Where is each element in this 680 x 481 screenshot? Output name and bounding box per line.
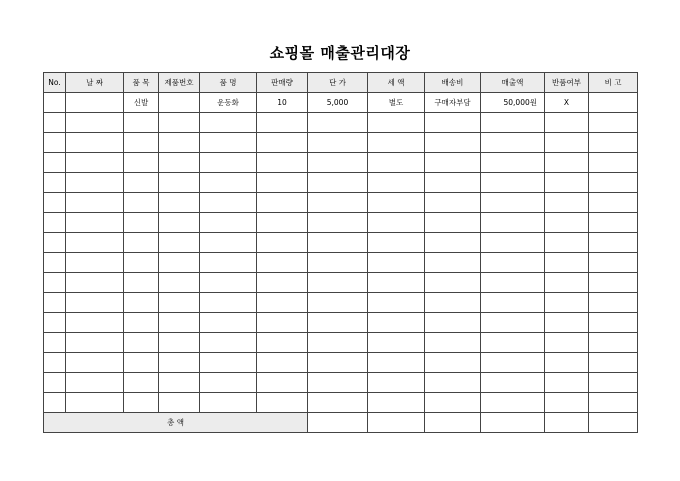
table-cell bbox=[159, 353, 200, 373]
table-row bbox=[44, 333, 638, 353]
table-cell bbox=[44, 213, 66, 233]
table-cell bbox=[44, 173, 66, 193]
table-cell bbox=[481, 393, 545, 413]
table-cell bbox=[481, 253, 545, 273]
table-cell bbox=[124, 153, 159, 173]
table-cell bbox=[545, 213, 589, 233]
table-cell: 5,000 bbox=[308, 93, 368, 113]
header-row bbox=[44, 73, 638, 93]
total-label: 총 액 bbox=[44, 413, 308, 433]
table-cell bbox=[545, 233, 589, 253]
table-cell bbox=[545, 373, 589, 393]
table-cell bbox=[257, 293, 308, 313]
table-cell bbox=[425, 173, 481, 193]
table-cell: 50,000원 bbox=[481, 93, 545, 113]
table-cell bbox=[124, 273, 159, 293]
table-cell bbox=[44, 133, 66, 153]
table-cell bbox=[159, 273, 200, 293]
table-cell bbox=[589, 93, 638, 113]
table-cell bbox=[368, 173, 425, 193]
table-cell bbox=[257, 313, 308, 333]
table-cell bbox=[200, 273, 257, 293]
table-cell: 신발 bbox=[124, 93, 159, 113]
table-cell bbox=[545, 293, 589, 313]
table-cell bbox=[44, 193, 66, 213]
table-cell bbox=[257, 333, 308, 353]
table-cell: 10 bbox=[257, 93, 308, 113]
table-cell bbox=[44, 113, 66, 133]
table-cell bbox=[368, 373, 425, 393]
table-cell bbox=[159, 213, 200, 233]
table-cell bbox=[257, 273, 308, 293]
table-cell bbox=[308, 393, 368, 413]
header-remarks: 비 고 bbox=[589, 73, 638, 93]
table-cell bbox=[200, 133, 257, 153]
table-cell bbox=[124, 173, 159, 193]
table-cell bbox=[308, 333, 368, 353]
table-cell bbox=[44, 313, 66, 333]
table-cell bbox=[481, 213, 545, 233]
table-cell bbox=[425, 193, 481, 213]
header-quantity: 판매량 bbox=[257, 73, 308, 93]
table-cell bbox=[545, 113, 589, 133]
table-row bbox=[44, 353, 638, 373]
table-cell bbox=[44, 253, 66, 273]
table-row bbox=[44, 253, 638, 273]
table-cell bbox=[66, 273, 124, 293]
table-cell bbox=[66, 253, 124, 273]
table-cell bbox=[425, 213, 481, 233]
table-cell bbox=[66, 293, 124, 313]
table-cell bbox=[44, 353, 66, 373]
table-cell bbox=[44, 293, 66, 313]
ledger-body bbox=[44, 93, 638, 413]
table-cell bbox=[545, 253, 589, 273]
table-cell bbox=[44, 233, 66, 253]
table-cell bbox=[159, 113, 200, 133]
table-cell bbox=[257, 253, 308, 273]
table-cell bbox=[66, 133, 124, 153]
table-cell bbox=[481, 113, 545, 133]
header-no: No. bbox=[44, 73, 66, 93]
table-cell bbox=[124, 293, 159, 313]
table-cell bbox=[66, 113, 124, 133]
table-cell bbox=[159, 293, 200, 313]
table-cell bbox=[257, 373, 308, 393]
table-row bbox=[44, 213, 638, 233]
table-cell bbox=[200, 113, 257, 133]
table-cell bbox=[425, 153, 481, 173]
table-cell bbox=[159, 173, 200, 193]
table-cell bbox=[545, 173, 589, 193]
table-cell bbox=[257, 353, 308, 373]
table-cell bbox=[200, 173, 257, 193]
table-cell bbox=[368, 113, 425, 133]
table-cell bbox=[368, 293, 425, 313]
header-tax: 세 액 bbox=[368, 73, 425, 93]
table-cell bbox=[545, 153, 589, 173]
table-cell bbox=[159, 333, 200, 353]
table-row bbox=[44, 193, 638, 213]
table-cell bbox=[425, 313, 481, 333]
table-cell bbox=[44, 153, 66, 173]
table-cell bbox=[124, 113, 159, 133]
table-cell bbox=[368, 393, 425, 413]
table-cell bbox=[257, 393, 308, 413]
table-cell bbox=[368, 233, 425, 253]
table-cell bbox=[124, 373, 159, 393]
table-cell bbox=[481, 373, 545, 393]
table-cell bbox=[257, 173, 308, 193]
table-cell bbox=[159, 373, 200, 393]
table-cell bbox=[159, 313, 200, 333]
table-cell bbox=[589, 313, 638, 333]
header-shipping: 배송비 bbox=[425, 73, 481, 93]
table-cell bbox=[66, 233, 124, 253]
table-cell bbox=[368, 213, 425, 233]
table-cell bbox=[200, 293, 257, 313]
table-cell bbox=[124, 313, 159, 333]
table-cell bbox=[200, 313, 257, 333]
table-cell bbox=[545, 273, 589, 293]
document-title: 쇼핑몰 매출관리대장 bbox=[269, 44, 411, 62]
table-cell bbox=[481, 133, 545, 153]
table-cell bbox=[425, 253, 481, 273]
table-cell bbox=[589, 253, 638, 273]
table-cell bbox=[481, 273, 545, 293]
table-cell bbox=[308, 253, 368, 273]
table-row bbox=[44, 153, 638, 173]
sales-ledger-table bbox=[43, 72, 638, 433]
total-cell bbox=[308, 413, 368, 433]
table-cell bbox=[308, 293, 368, 313]
total-cell bbox=[425, 413, 481, 433]
table-cell bbox=[308, 213, 368, 233]
table-cell bbox=[368, 253, 425, 273]
table-cell bbox=[589, 153, 638, 173]
table-row bbox=[44, 273, 638, 293]
table-cell bbox=[308, 353, 368, 373]
table-cell bbox=[66, 373, 124, 393]
table-cell bbox=[545, 313, 589, 333]
table-cell bbox=[308, 273, 368, 293]
table-cell bbox=[545, 133, 589, 153]
table-cell bbox=[159, 253, 200, 273]
table-cell bbox=[481, 313, 545, 333]
table-cell bbox=[124, 233, 159, 253]
header-product-name: 품 명 bbox=[200, 73, 257, 93]
table-cell bbox=[481, 173, 545, 193]
table-cell bbox=[481, 333, 545, 353]
table-cell bbox=[200, 213, 257, 233]
table-cell bbox=[124, 353, 159, 373]
table-cell bbox=[425, 133, 481, 153]
table-cell bbox=[481, 353, 545, 373]
table-cell bbox=[257, 133, 308, 153]
table-cell bbox=[159, 193, 200, 213]
table-cell bbox=[159, 233, 200, 253]
table-cell bbox=[589, 233, 638, 253]
header-sales-amount: 매출액 bbox=[481, 73, 545, 93]
table-cell bbox=[308, 313, 368, 333]
table-cell bbox=[124, 393, 159, 413]
table-cell: X bbox=[545, 93, 589, 113]
table-cell bbox=[159, 93, 200, 113]
table-cell bbox=[124, 193, 159, 213]
table-cell bbox=[368, 193, 425, 213]
table-cell bbox=[257, 233, 308, 253]
table-row bbox=[44, 113, 638, 133]
table-cell bbox=[200, 253, 257, 273]
table-cell bbox=[368, 273, 425, 293]
total-row bbox=[44, 413, 638, 433]
table-row bbox=[44, 393, 638, 413]
table-cell bbox=[368, 353, 425, 373]
table-cell: 운동화 bbox=[200, 93, 257, 113]
table-cell bbox=[589, 173, 638, 193]
table-cell bbox=[589, 213, 638, 233]
total-cell bbox=[589, 413, 638, 433]
table-row bbox=[44, 293, 638, 313]
table-cell bbox=[257, 213, 308, 233]
header-date: 날 짜 bbox=[66, 73, 124, 93]
table-cell bbox=[257, 153, 308, 173]
table-cell bbox=[44, 273, 66, 293]
header-category: 품 목 bbox=[124, 73, 159, 93]
table-cell bbox=[124, 213, 159, 233]
table-cell bbox=[308, 233, 368, 253]
table-cell bbox=[159, 133, 200, 153]
table-cell bbox=[66, 93, 124, 113]
table-cell bbox=[66, 193, 124, 213]
table-cell bbox=[368, 133, 425, 153]
table-cell bbox=[124, 253, 159, 273]
total-cell bbox=[481, 413, 545, 433]
table-cell bbox=[44, 393, 66, 413]
table-cell bbox=[308, 133, 368, 153]
table-cell bbox=[200, 353, 257, 373]
table-cell bbox=[545, 353, 589, 373]
table-cell bbox=[200, 373, 257, 393]
table-cell bbox=[589, 273, 638, 293]
table-cell bbox=[44, 333, 66, 353]
table-cell: 별도 bbox=[368, 93, 425, 113]
table-cell bbox=[589, 353, 638, 373]
table-cell bbox=[425, 333, 481, 353]
table-cell bbox=[124, 133, 159, 153]
table-cell bbox=[589, 293, 638, 313]
table-cell bbox=[159, 393, 200, 413]
table-cell bbox=[425, 293, 481, 313]
table-cell bbox=[589, 133, 638, 153]
table-cell bbox=[425, 273, 481, 293]
table-cell bbox=[425, 233, 481, 253]
table-cell bbox=[545, 393, 589, 413]
table-cell bbox=[66, 153, 124, 173]
table-cell bbox=[308, 113, 368, 133]
table-row bbox=[44, 93, 638, 113]
table-cell bbox=[589, 393, 638, 413]
table-cell bbox=[308, 173, 368, 193]
table-cell bbox=[589, 193, 638, 213]
table-cell bbox=[481, 153, 545, 173]
table-cell bbox=[481, 233, 545, 253]
table-cell bbox=[257, 193, 308, 213]
table-row bbox=[44, 133, 638, 153]
table-cell bbox=[66, 393, 124, 413]
table-cell bbox=[425, 353, 481, 373]
table-cell bbox=[66, 313, 124, 333]
table-cell bbox=[66, 353, 124, 373]
table-row bbox=[44, 373, 638, 393]
table-cell bbox=[425, 113, 481, 133]
table-cell bbox=[368, 313, 425, 333]
header-unit-price: 단 가 bbox=[308, 73, 368, 93]
table-row bbox=[44, 313, 638, 333]
table-cell bbox=[545, 193, 589, 213]
table-cell bbox=[368, 153, 425, 173]
table-cell: 구매자부담 bbox=[425, 93, 481, 113]
table-cell bbox=[308, 373, 368, 393]
table-cell bbox=[200, 233, 257, 253]
table-cell bbox=[159, 153, 200, 173]
table-cell bbox=[545, 333, 589, 353]
table-cell bbox=[200, 393, 257, 413]
header-product-number: 제품번호 bbox=[159, 73, 200, 93]
table-row bbox=[44, 233, 638, 253]
table-cell bbox=[308, 153, 368, 173]
table-cell bbox=[66, 173, 124, 193]
table-cell bbox=[124, 333, 159, 353]
table-cell bbox=[425, 373, 481, 393]
table-cell bbox=[44, 373, 66, 393]
table-cell bbox=[200, 333, 257, 353]
table-cell bbox=[481, 293, 545, 313]
total-cell bbox=[545, 413, 589, 433]
total-cell bbox=[368, 413, 425, 433]
table-cell bbox=[368, 333, 425, 353]
table-cell bbox=[44, 93, 66, 113]
table-cell bbox=[481, 193, 545, 213]
table-cell bbox=[66, 213, 124, 233]
table-row bbox=[44, 173, 638, 193]
table-cell bbox=[589, 373, 638, 393]
header-return-status: 반품여부 bbox=[545, 73, 589, 93]
table-cell bbox=[308, 193, 368, 213]
table-cell bbox=[589, 333, 638, 353]
table-cell bbox=[66, 333, 124, 353]
table-cell bbox=[425, 393, 481, 413]
table-cell bbox=[257, 113, 308, 133]
table-cell bbox=[200, 193, 257, 213]
table-cell bbox=[200, 153, 257, 173]
table-cell bbox=[589, 113, 638, 133]
